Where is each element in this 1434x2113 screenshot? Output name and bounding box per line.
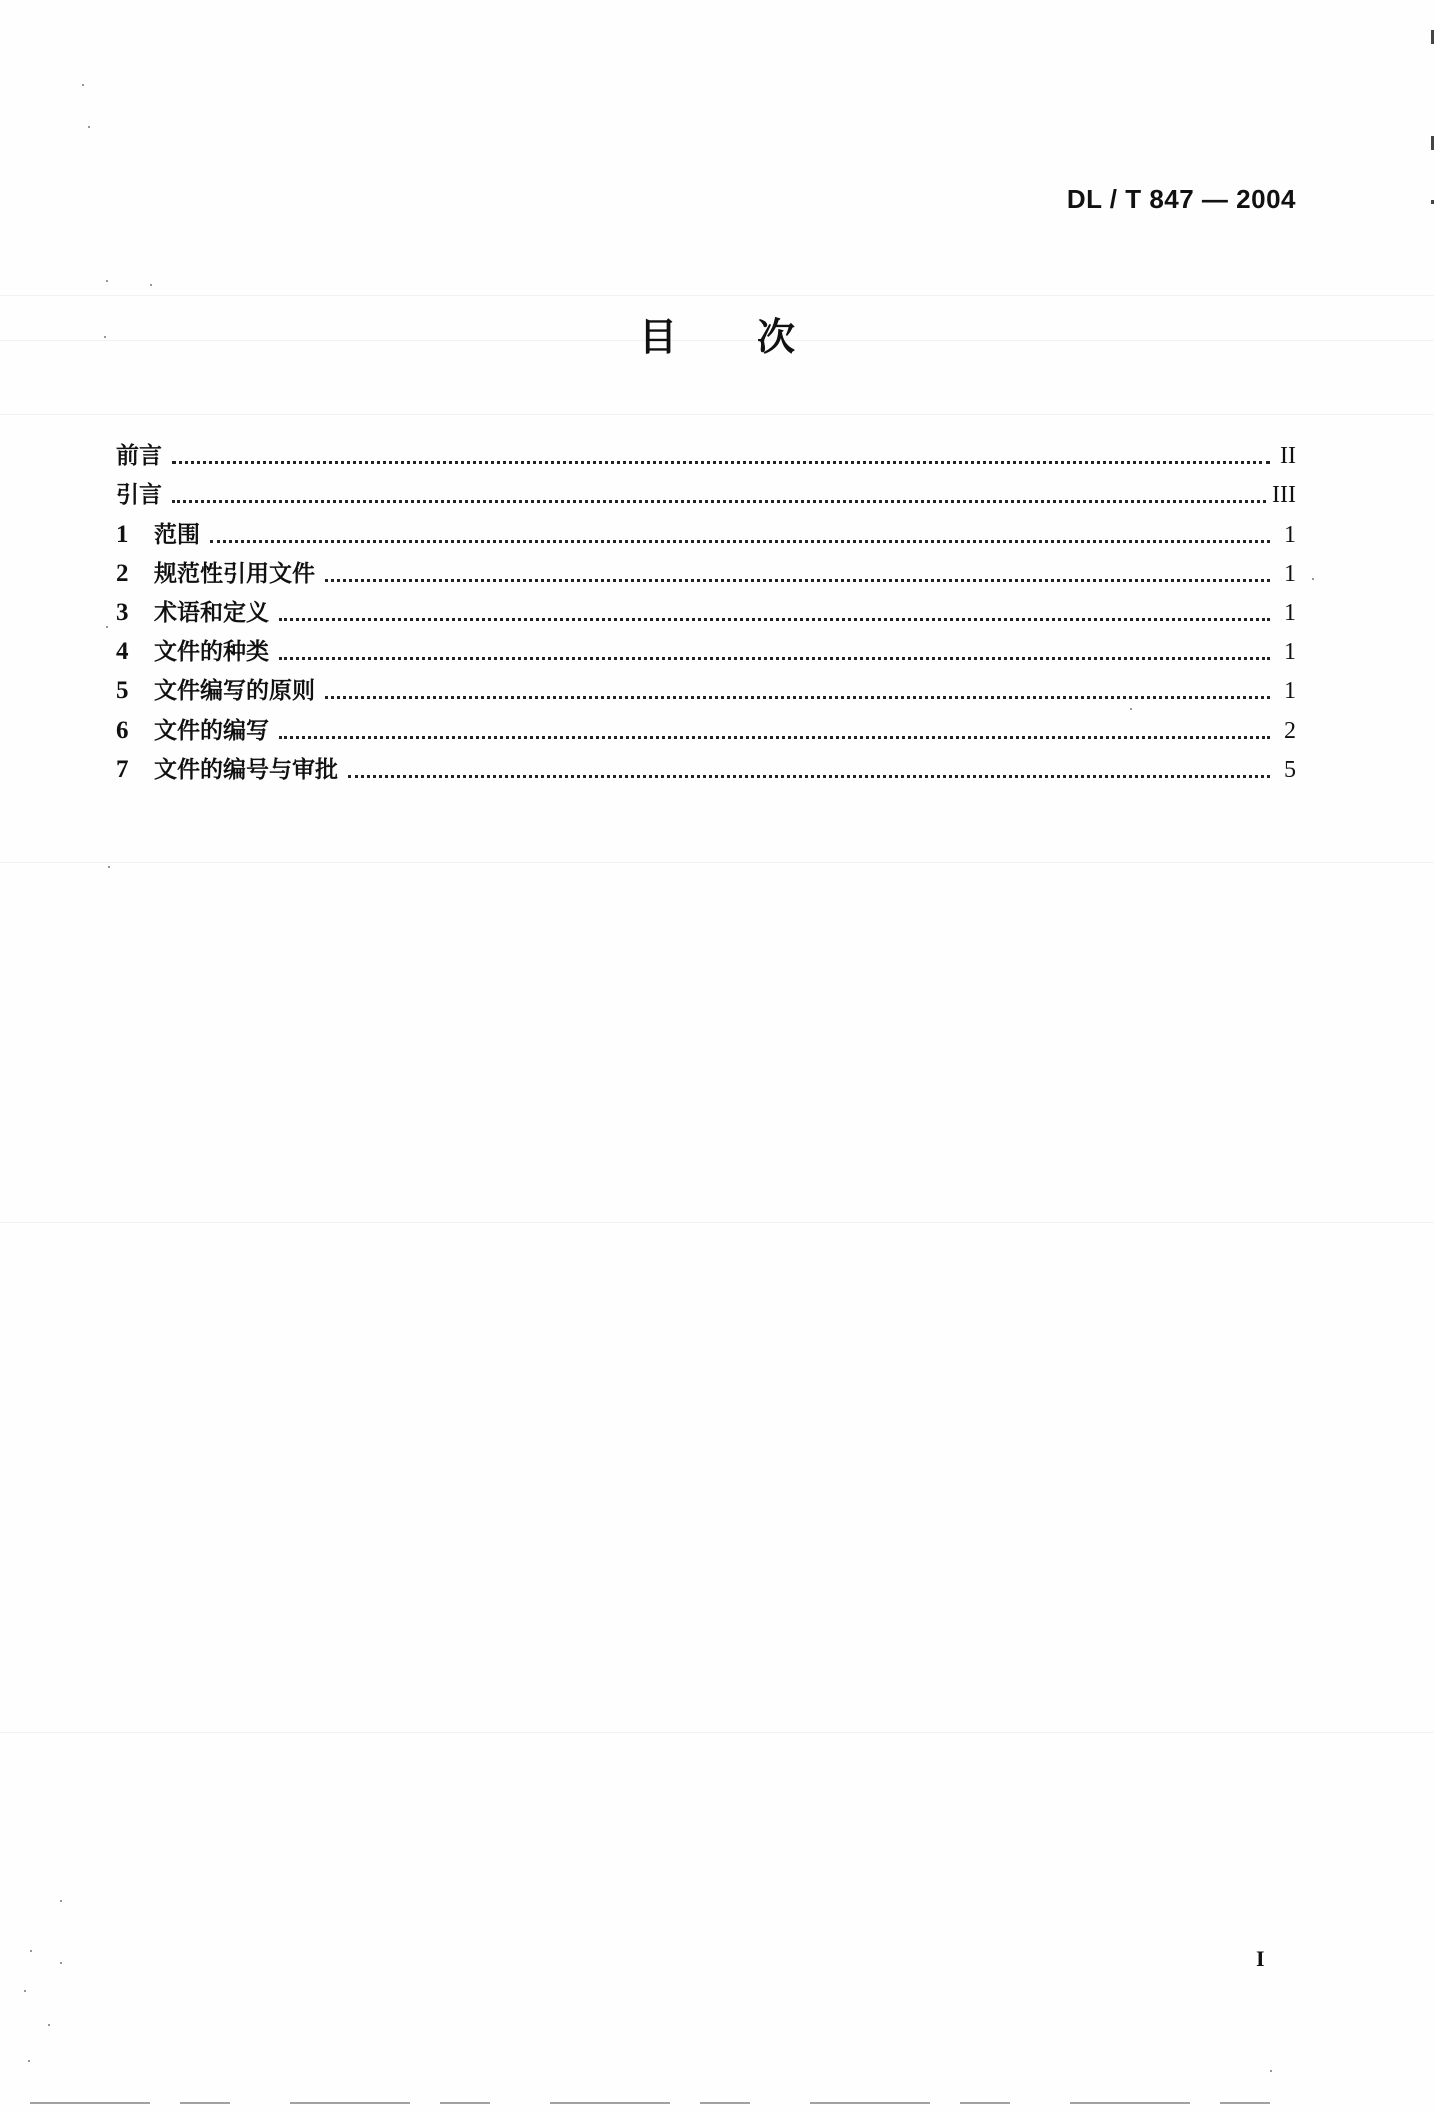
toc-entry-number: 4: [116, 638, 129, 666]
scan-speck: [24, 1990, 26, 1992]
toc-entry-number: 6: [116, 716, 129, 744]
standard-code: DL / T 847 — 2004: [1066, 184, 1296, 214]
scan-speck: [48, 2024, 50, 2026]
toc-dot-leader: [325, 696, 1270, 699]
scan-line: [0, 862, 1434, 863]
toc-entry-label: 范围: [154, 521, 200, 548]
toc-entry: [116, 471, 1296, 510]
scan-speck: [82, 84, 84, 86]
toc-entry-label: 引言: [116, 482, 162, 509]
toc-dot-leader: [172, 500, 1266, 503]
toc-dot-leader: [325, 579, 1270, 582]
toc-dot-leader: [279, 736, 1270, 739]
page-number: I: [1256, 1946, 1265, 1971]
toc-entry-number: 7: [116, 755, 129, 783]
toc-entry-label: 术语和定义: [154, 599, 269, 626]
scan-speck: [1312, 578, 1314, 580]
scan-bottom-edge: [30, 2102, 1270, 2104]
toc-entry: [116, 667, 1296, 706]
scan-speck: [108, 866, 110, 868]
toc-entry-page: 1: [1284, 678, 1296, 705]
scan-speck: [1270, 2070, 1272, 2072]
toc-entry: [116, 628, 1296, 667]
toc-entry-page: 5: [1284, 756, 1296, 783]
toc-entry-label: 前言: [116, 443, 162, 470]
table-of-contents: [116, 432, 1296, 785]
toc-entry-label: 文件的种类: [154, 639, 269, 666]
toc-dot-leader: [210, 540, 1270, 543]
scan-speck: [60, 1900, 62, 1902]
toc-dot-leader: [279, 657, 1270, 660]
toc-entry-number: 5: [116, 677, 129, 705]
scan-speck: [60, 1962, 62, 1964]
toc-entry-label: 文件的编号与审批: [154, 756, 338, 783]
toc-entry-label: 文件编写的原则: [154, 678, 315, 705]
toc-entry-page: II: [1280, 443, 1296, 470]
scan-speck: [106, 280, 108, 282]
toc-dot-leader: [279, 618, 1270, 621]
toc-dot-leader: [172, 461, 1270, 464]
scan-speck: [88, 126, 90, 128]
toc-entry: [116, 589, 1296, 628]
toc-entry-page: 1: [1284, 599, 1296, 626]
toc-entry-number: 3: [116, 598, 129, 626]
scan-speck: [30, 1950, 32, 1952]
toc-entry-page: 1: [1284, 639, 1296, 666]
scan-line: [0, 295, 1434, 296]
toc-entry-number: 1: [116, 520, 129, 548]
toc-entry-page: 1: [1284, 521, 1296, 548]
toc-entry: [116, 550, 1296, 589]
toc-entry-page: 2: [1284, 717, 1296, 744]
toc-entry-page: III: [1272, 482, 1296, 509]
toc-entry-label: 文件的编写: [154, 717, 269, 744]
scan-line: [0, 414, 1434, 415]
toc-entry: [116, 510, 1296, 549]
toc-dot-leader: [348, 775, 1270, 778]
toc-entry-number: 2: [116, 559, 129, 587]
toc-entry-page: 1: [1284, 560, 1296, 587]
scan-speck: [28, 2060, 30, 2062]
scan-line: [0, 1732, 1434, 1733]
toc-entry: [116, 432, 1296, 471]
scan-speck: [150, 284, 152, 286]
toc-entry: [116, 706, 1296, 745]
scan-line: [0, 1222, 1434, 1223]
scan-speck: [106, 626, 108, 628]
toc-title: 目次: [638, 315, 875, 359]
toc-entry: [116, 746, 1296, 785]
toc-entry-label: 规范性引用文件: [154, 560, 315, 587]
